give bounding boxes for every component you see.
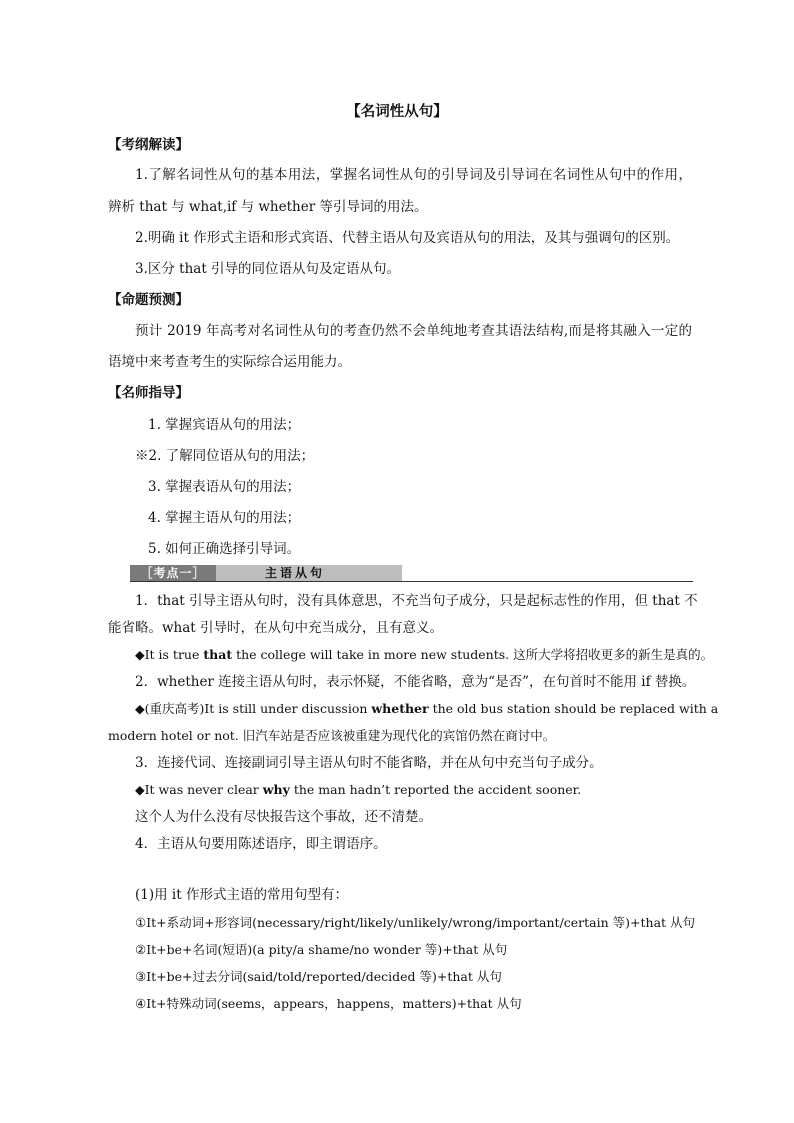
example-3-post: the man hadn’t reported the accident sooner. [289, 782, 582, 797]
pattern-item: ②It+be+名词(短语)(a pity/a shame/no wonder 等)+that 从句 [135, 942, 508, 957]
rule-1-line-2: 能省略。what 引导时，在从句中充当成分，且有意义。 [108, 620, 444, 636]
example-2-line-1 [135, 700, 719, 718]
example-2-post: the old bus station should be replaced with a [428, 701, 719, 716]
kaodian-tag: ［考点一］ [130, 565, 216, 581]
mingshi-heading: 【名师指导】 [108, 385, 189, 401]
rule-1-line-1: 1．that 引导主语从句时，没有具体意思，不充当句子成分，只是起标志性的作用，但 that 不 [135, 593, 698, 609]
pattern-item: ④It+特殊动词(seems，appears，happens，matters)+that 从句 [135, 996, 522, 1011]
mingti-heading: 【命题预测】 [108, 292, 189, 308]
mingshi-item: 5. 如何正确选择引导词。 [148, 541, 301, 557]
example-1-keyword: that [203, 647, 233, 662]
example-1 [135, 646, 713, 664]
example-3 [135, 781, 581, 799]
example-2-keyword: whether [371, 701, 429, 716]
kaogang-item-3: 3.区分 that 引导的同位语从句及定语从句。 [135, 261, 401, 277]
kaodian-title: 主语从句 [264, 566, 325, 580]
banner-underline [130, 581, 693, 582]
pattern-item: ①It+系动词+形容词(necessary/right/likely/unlikely/wrong/important/certain 等)+that 从句 [135, 915, 696, 930]
rule-4: 4．主语从句要用陈述语序，即主谓语序。 [135, 836, 387, 852]
example-1-pre: ◆It is true [135, 647, 204, 662]
kaogang-item-1-line-2: 辨析 that 与 what,if 与 whether 等引导词的用法。 [108, 199, 428, 215]
mingti-line-2: 语境中来考查考生的实际综合运用能力。 [108, 354, 351, 370]
rule-2: 2．whether 连接主语从句时，表示怀疑，不能省略，意为“是否”，在句首时不能用 if 替换。 [135, 674, 696, 690]
example-3-keyword: why [262, 782, 290, 797]
rule-3: 3．连接代词、连接副词引导主语从句时不能省略，并在从句中充当句子成分。 [135, 755, 603, 771]
example-3-pre: ◆It was never clear [135, 782, 263, 797]
mingshi-item: 1. 掌握宾语从句的用法； [148, 417, 301, 433]
example-1-post: the college will take in more new students. 这所大学将招收更多的新生是真的。 [232, 647, 714, 662]
kaogang-item-1-line-1: 1.了解名词性从句的基本用法，掌握名词性从句的引导词及引导词在名词性从句中的作用， [135, 167, 692, 183]
mingti-line-1: 预计 2019 年高考对名词性从句的考查仍然不会单纯地考查其语法结构,而是将其融入一定的 [135, 323, 692, 339]
subsection-heading: (1)用 it 作形式主语的常用句型有： [135, 887, 348, 903]
example-2-pre: ◆(重庆高考)It is still under discussion [135, 701, 372, 716]
kaodian-banner [130, 565, 402, 581]
example-2-line-2: modern hotel or not. 旧汽车站是否应该被重建为现代化的宾馆仍然在商讨中。 [108, 728, 556, 743]
pattern-item: ③It+be+过去分词(said/told/reported/decided 等)+that 从句 [135, 969, 502, 984]
page-title: 【名词性从句】 [346, 103, 448, 120]
kaogang-heading: 【考纲解读】 [108, 137, 189, 153]
mingshi-item: 3. 掌握表语从句的用法； [148, 479, 301, 495]
kaogang-item-2: 2.明确 it 作形式主语和形式宾语、代替主语从句及宾语从句的用法，及其与强调句的区别。 [135, 230, 680, 246]
example-3-translation: 这个人为什么没有尽快报告这个事故，还不清楚。 [135, 809, 432, 825]
mingshi-item: ※2. 了解同位语从句的用法； [135, 448, 315, 464]
mingshi-item: 4. 掌握主语从句的用法； [148, 510, 301, 526]
